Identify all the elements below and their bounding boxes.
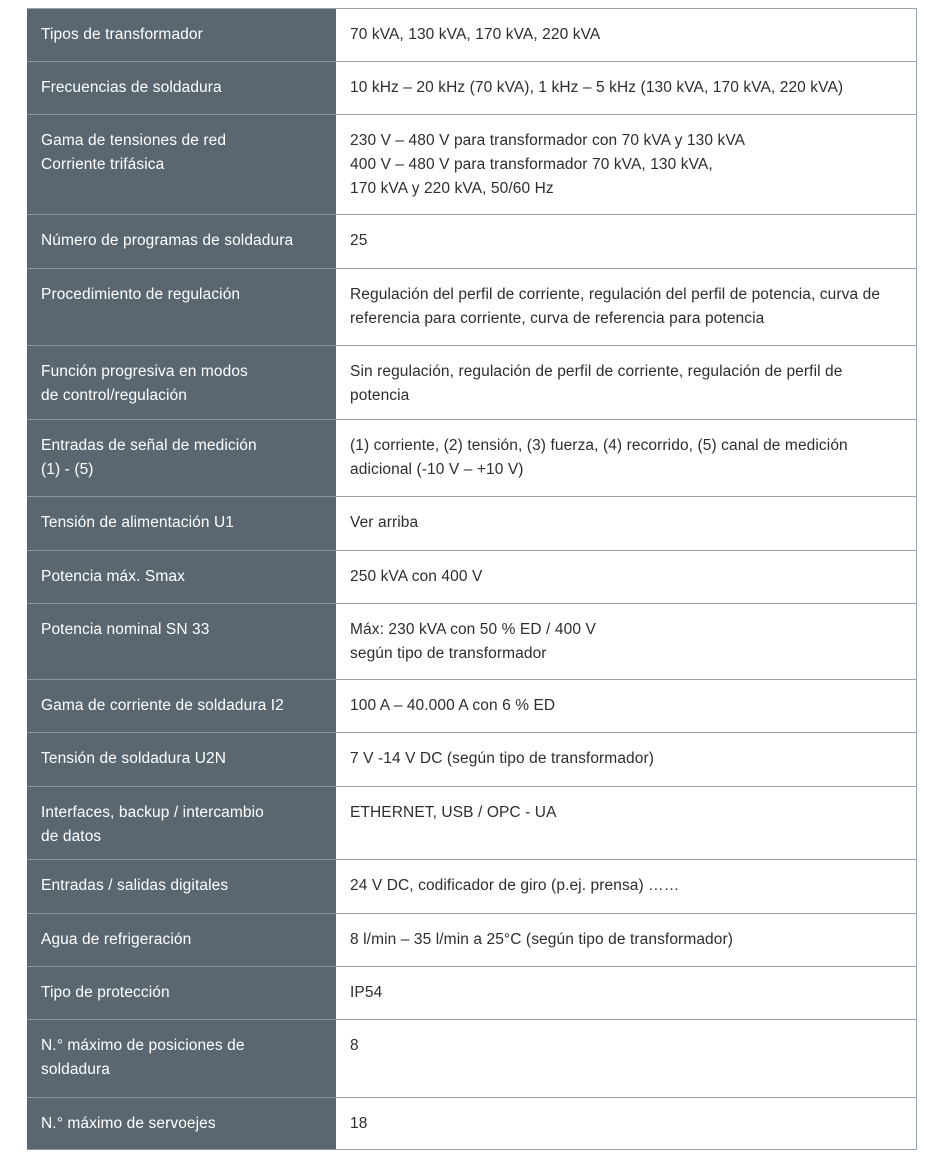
- spec-value: 100 A – 40.000 A con 6 % ED: [336, 680, 916, 733]
- spec-label: Interfaces, backup / intercambio de datos: [27, 787, 336, 860]
- spec-value: 7 V -14 V DC (según tipo de transformador): [336, 733, 916, 787]
- spec-row-mains-voltage-range: [27, 115, 916, 215]
- spec-label: Frecuencias de soldadura: [27, 62, 336, 115]
- spec-value: 8 l/min – 35 l/min a 25°C (según tipo de transformador): [336, 914, 916, 967]
- spec-value: Máx: 230 kVA con 50 % ED / 400 V según tipo de transformador: [336, 604, 916, 680]
- spec-row-max-welding-positions: [27, 1020, 916, 1098]
- spec-value: Regulación del perfil de corriente, regulación del perfil de potencia, curva de referencia para corriente, curva de referencia para potencia: [336, 269, 916, 346]
- spec-value: 24 V DC, codificador de giro (p.ej. prensa) ……: [336, 860, 916, 914]
- spec-label: Agua de refrigeración: [27, 914, 336, 967]
- spec-value: 10 kHz – 20 kHz (70 kVA), 1 kHz – 5 kHz (130 kVA, 170 kVA, 220 kVA): [336, 62, 916, 115]
- spec-row-supply-voltage: [27, 497, 916, 551]
- spec-label: Tensión de alimentación U1: [27, 497, 336, 551]
- spec-value: 8: [336, 1020, 916, 1098]
- spec-label: N.° máximo de servoejes: [27, 1098, 336, 1150]
- spec-row-transformer-types: [27, 9, 916, 62]
- spec-label: N.° máximo de posiciones de soldadura: [27, 1020, 336, 1098]
- specifications-body: [27, 9, 916, 1150]
- spec-row-nominal-power: [27, 604, 916, 680]
- spec-row-progressive-function: [27, 346, 916, 420]
- spec-row-max-servo-axes: [27, 1098, 916, 1150]
- spec-value: Ver arriba: [336, 497, 916, 551]
- spec-row-cooling-water: [27, 914, 916, 967]
- spec-row-welding-frequencies: [27, 62, 916, 115]
- specifications-table: [27, 8, 917, 1150]
- spec-value: (1) corriente, (2) tensión, (3) fuerza, (4) recorrido, (5) canal de medición adicional (-10 V – +10 V): [336, 420, 916, 497]
- spec-label: Procedimiento de regulación: [27, 269, 336, 346]
- spec-row-welding-voltage: [27, 733, 916, 787]
- spec-value: 18: [336, 1098, 916, 1150]
- spec-value: 25: [336, 215, 916, 269]
- spec-label: Entradas de señal de medición (1) - (5): [27, 420, 336, 497]
- spec-value: 230 V – 480 V para transformador con 70 kVA y 130 kVA 400 V – 480 V para transformador 70 kVA, 130 kVA, 170 kVA y 220 kVA, 50/60 Hz: [336, 115, 916, 215]
- spec-label: Potencia máx. Smax: [27, 551, 336, 604]
- spec-row-digital-io: [27, 860, 916, 914]
- spec-row-max-power: [27, 551, 916, 604]
- spec-label: Función progresiva en modos de control/regulación: [27, 346, 336, 420]
- spec-label: Número de programas de soldadura: [27, 215, 336, 269]
- spec-row-protection-type: [27, 967, 916, 1020]
- spec-value: ETHERNET, USB / OPC - UA: [336, 787, 916, 860]
- spec-label: Gama de tensiones de red Corriente trifásica: [27, 115, 336, 215]
- spec-label: Tipos de transformador: [27, 9, 336, 62]
- spec-label: Tensión de soldadura U2N: [27, 733, 336, 787]
- spec-value: IP54: [336, 967, 916, 1020]
- spec-row-welding-current-range: [27, 680, 916, 733]
- spec-label: Entradas / salidas digitales: [27, 860, 336, 914]
- spec-value: Sin regulación, regulación de perfil de corriente, regulación de perfil de potencia: [336, 346, 916, 420]
- spec-value: 250 kVA con 400 V: [336, 551, 916, 604]
- spec-label: Potencia nominal SN 33: [27, 604, 336, 680]
- spec-label: Gama de corriente de soldadura I2: [27, 680, 336, 733]
- spec-value: 70 kVA, 130 kVA, 170 kVA, 220 kVA: [336, 9, 916, 62]
- spec-row-interfaces: [27, 787, 916, 860]
- spec-label: Tipo de protección: [27, 967, 336, 1020]
- spec-row-program-count: [27, 215, 916, 269]
- spec-row-measurement-inputs: [27, 420, 916, 497]
- spec-row-regulation-procedure: [27, 269, 916, 346]
